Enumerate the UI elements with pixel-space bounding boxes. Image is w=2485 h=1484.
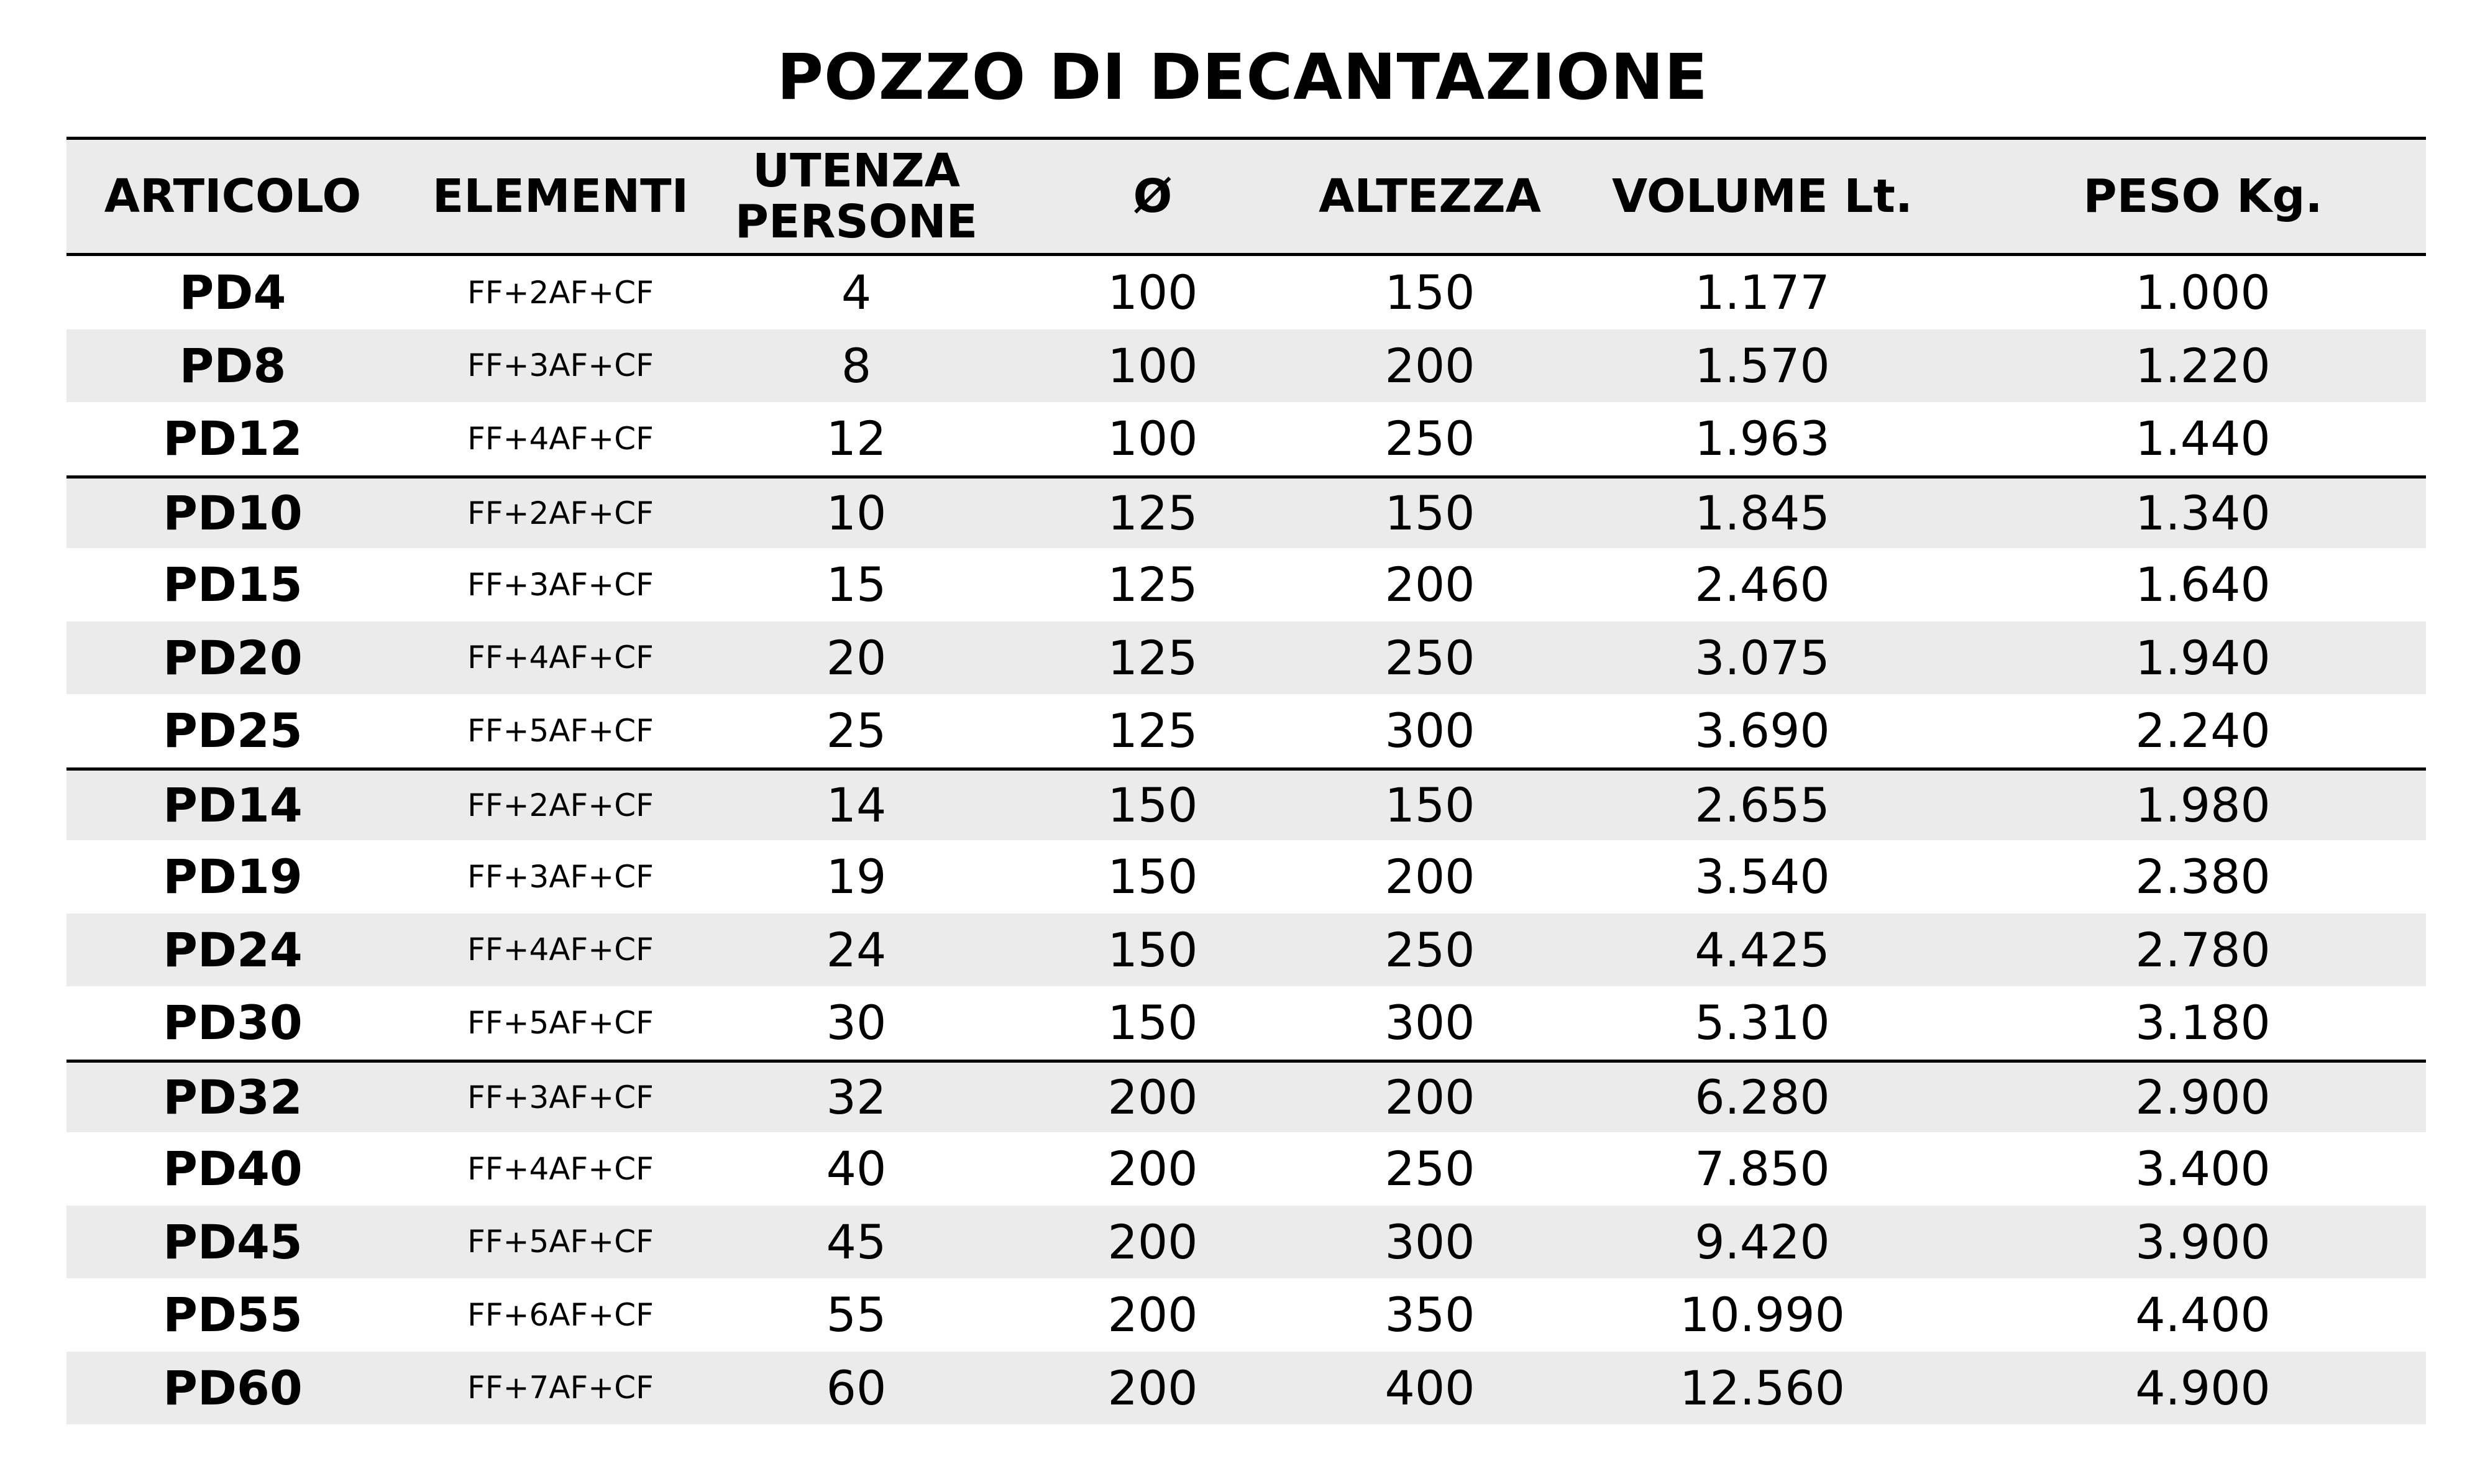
- cell-volume: 2.460: [1695, 557, 1830, 613]
- cell-volume: 12.560: [1680, 1360, 1845, 1416]
- header-diametro: Ø: [1133, 170, 1173, 223]
- cell-peso: 1.000: [2135, 265, 2271, 321]
- cell-volume: 10.990: [1680, 1287, 1845, 1343]
- cell-elementi: FF+5AF+CF: [467, 1004, 654, 1041]
- cell-articolo: PD15: [163, 557, 303, 613]
- cell-altezza: 250: [1384, 411, 1475, 467]
- cell-altezza: 300: [1384, 1214, 1475, 1270]
- cell-elementi: FF+3AF+CF: [467, 566, 654, 603]
- cell-diametro: 200: [1107, 1214, 1198, 1270]
- cell-diametro: 150: [1107, 995, 1198, 1051]
- cell-articolo: PD30: [163, 995, 303, 1051]
- cell-elementi: FF+2AF+CF: [467, 274, 654, 311]
- cell-articolo: PD20: [163, 630, 303, 685]
- table-header: [66, 137, 2426, 256]
- cell-articolo: PD60: [163, 1360, 303, 1416]
- cell-volume: 3.690: [1695, 703, 1830, 759]
- cell-articolo: PD32: [163, 1069, 303, 1125]
- cell-articolo: PD40: [163, 1141, 303, 1197]
- cell-volume: 6.280: [1695, 1069, 1830, 1125]
- cell-elementi: FF+4AF+CF: [467, 932, 654, 968]
- cell-utenza: 25: [826, 703, 887, 759]
- cell-diametro: 100: [1107, 411, 1198, 467]
- cell-volume: 3.540: [1695, 849, 1830, 905]
- cell-elementi: FF+4AF+CF: [467, 1150, 654, 1187]
- cell-utenza: 14: [826, 777, 887, 833]
- cell-volume: 4.425: [1695, 922, 1830, 978]
- cell-utenza: 45: [826, 1214, 887, 1270]
- cell-utenza: 12: [826, 411, 887, 467]
- cell-diametro: 125: [1107, 703, 1198, 759]
- cell-elementi: FF+4AF+CF: [467, 420, 654, 457]
- cell-altezza: 200: [1384, 1069, 1475, 1125]
- table-row: [66, 767, 2426, 841]
- cell-diametro: 125: [1107, 630, 1198, 685]
- table-row: [66, 402, 2426, 475]
- cell-altezza: 350: [1384, 1287, 1475, 1343]
- cell-utenza: 30: [826, 995, 887, 1051]
- cell-diametro: 200: [1107, 1069, 1198, 1125]
- table-row: [66, 1352, 2426, 1425]
- cell-peso: 1.440: [2135, 411, 2271, 467]
- cell-elementi: FF+3AF+CF: [467, 347, 654, 384]
- cell-utenza: 4: [841, 265, 872, 321]
- cell-elementi: FF+4AF+CF: [467, 639, 654, 676]
- cell-altezza: 200: [1384, 557, 1475, 613]
- cell-elementi: FF+6AF+CF: [467, 1296, 654, 1333]
- cell-altezza: 200: [1384, 337, 1475, 393]
- page-title: POZZO DI DECANTAZIONE: [777, 40, 1708, 114]
- cell-altezza: 400: [1384, 1360, 1475, 1416]
- cell-peso: 1.220: [2135, 337, 2271, 393]
- cell-utenza: 32: [826, 1069, 887, 1125]
- cell-altezza: 150: [1384, 265, 1475, 321]
- header-peso: PESO Kg.: [2083, 170, 2323, 223]
- cell-volume: 3.075: [1695, 630, 1830, 685]
- cell-diametro: 125: [1107, 557, 1198, 613]
- cell-diametro: 100: [1107, 265, 1198, 321]
- cell-altezza: 150: [1384, 485, 1475, 541]
- cell-utenza: 19: [826, 849, 887, 905]
- table-row: [66, 694, 2426, 767]
- cell-volume: 7.850: [1695, 1141, 1830, 1197]
- header-altezza: ALTEZZA: [1319, 170, 1541, 223]
- cell-utenza: 8: [841, 337, 872, 393]
- cell-elementi: FF+7AF+CF: [467, 1370, 654, 1406]
- product-table: [66, 137, 2426, 1424]
- cell-peso: 1.340: [2135, 485, 2271, 541]
- cell-elementi: FF+5AF+CF: [467, 1224, 654, 1260]
- cell-articolo: PD25: [163, 703, 303, 759]
- header-articolo: ARTICOLO: [104, 170, 362, 223]
- cell-diametro: 200: [1107, 1287, 1198, 1343]
- cell-utenza: 15: [826, 557, 887, 613]
- cell-elementi: FF+3AF+CF: [467, 858, 654, 895]
- cell-articolo: PD45: [163, 1214, 303, 1270]
- cell-altezza: 300: [1384, 995, 1475, 1051]
- cell-elementi: FF+3AF+CF: [467, 1079, 654, 1115]
- cell-peso: 3.400: [2135, 1141, 2271, 1197]
- cell-altezza: 200: [1384, 849, 1475, 905]
- cell-diametro: 200: [1107, 1360, 1198, 1416]
- cell-peso: 4.400: [2135, 1287, 2271, 1343]
- cell-peso: 1.980: [2135, 777, 2271, 833]
- table-row: [66, 621, 2426, 695]
- cell-peso: 3.900: [2135, 1214, 2271, 1270]
- cell-diametro: 150: [1107, 922, 1198, 978]
- cell-peso: 4.900: [2135, 1360, 2271, 1416]
- table-row: [66, 1206, 2426, 1279]
- cell-altezza: 250: [1384, 1141, 1475, 1197]
- cell-volume: 9.420: [1695, 1214, 1830, 1270]
- table-row: [66, 1278, 2426, 1352]
- cell-volume: 1.570: [1695, 337, 1830, 393]
- cell-peso: 1.640: [2135, 557, 2271, 613]
- cell-volume: 1.963: [1695, 411, 1830, 467]
- cell-articolo: PD24: [163, 922, 303, 978]
- table-row: [66, 1132, 2426, 1206]
- cell-utenza: 55: [826, 1287, 887, 1343]
- cell-peso: 2.900: [2135, 1069, 2271, 1125]
- table-row: [66, 256, 2426, 329]
- cell-articolo: PD55: [163, 1287, 303, 1343]
- header-utenza-line2: PERSONE: [735, 195, 978, 249]
- table-row: [66, 548, 2426, 621]
- cell-articolo: PD4: [179, 265, 286, 321]
- cell-diametro: 150: [1107, 849, 1198, 905]
- cell-peso: 2.240: [2135, 703, 2271, 759]
- cell-utenza: 10: [826, 485, 887, 541]
- table-body: [66, 256, 2426, 1424]
- cell-diametro: 100: [1107, 337, 1198, 393]
- cell-peso: 1.940: [2135, 630, 2271, 685]
- header-volume: VOLUME Lt.: [1611, 170, 1913, 223]
- cell-diametro: 150: [1107, 777, 1198, 833]
- cell-articolo: PD12: [163, 411, 303, 467]
- cell-articolo: PD19: [163, 849, 303, 905]
- header-elementi: ELEMENTI: [432, 170, 689, 223]
- table-row: [66, 1060, 2426, 1133]
- cell-articolo: PD8: [179, 337, 286, 393]
- cell-utenza: 20: [826, 630, 887, 685]
- cell-articolo: PD14: [163, 777, 303, 833]
- cell-elementi: FF+2AF+CF: [467, 495, 654, 531]
- cell-elementi: FF+2AF+CF: [467, 787, 654, 823]
- cell-altezza: 250: [1384, 630, 1475, 685]
- cell-altezza: 150: [1384, 777, 1475, 833]
- table-row: [66, 914, 2426, 987]
- header-utenza-line1: UTENZA: [753, 144, 960, 198]
- table-row: [66, 475, 2426, 549]
- table-row: [66, 986, 2426, 1060]
- cell-altezza: 250: [1384, 922, 1475, 978]
- cell-volume: 2.655: [1695, 777, 1830, 833]
- cell-peso: 2.380: [2135, 849, 2271, 905]
- cell-utenza: 40: [826, 1141, 887, 1197]
- cell-peso: 2.780: [2135, 922, 2271, 978]
- cell-articolo: PD10: [163, 485, 303, 541]
- cell-elementi: FF+5AF+CF: [467, 712, 654, 749]
- cell-volume: 5.310: [1695, 995, 1830, 1051]
- table-row: [66, 840, 2426, 914]
- cell-utenza: 60: [826, 1360, 887, 1416]
- cell-utenza: 24: [826, 922, 887, 978]
- cell-diametro: 125: [1107, 485, 1198, 541]
- table-row: [66, 329, 2426, 403]
- cell-volume: 1.845: [1695, 485, 1830, 541]
- cell-altezza: 300: [1384, 703, 1475, 759]
- cell-volume: 1.177: [1695, 265, 1830, 321]
- cell-peso: 3.180: [2135, 995, 2271, 1051]
- header-utenza: [722, 140, 991, 253]
- cell-diametro: 200: [1107, 1141, 1198, 1197]
